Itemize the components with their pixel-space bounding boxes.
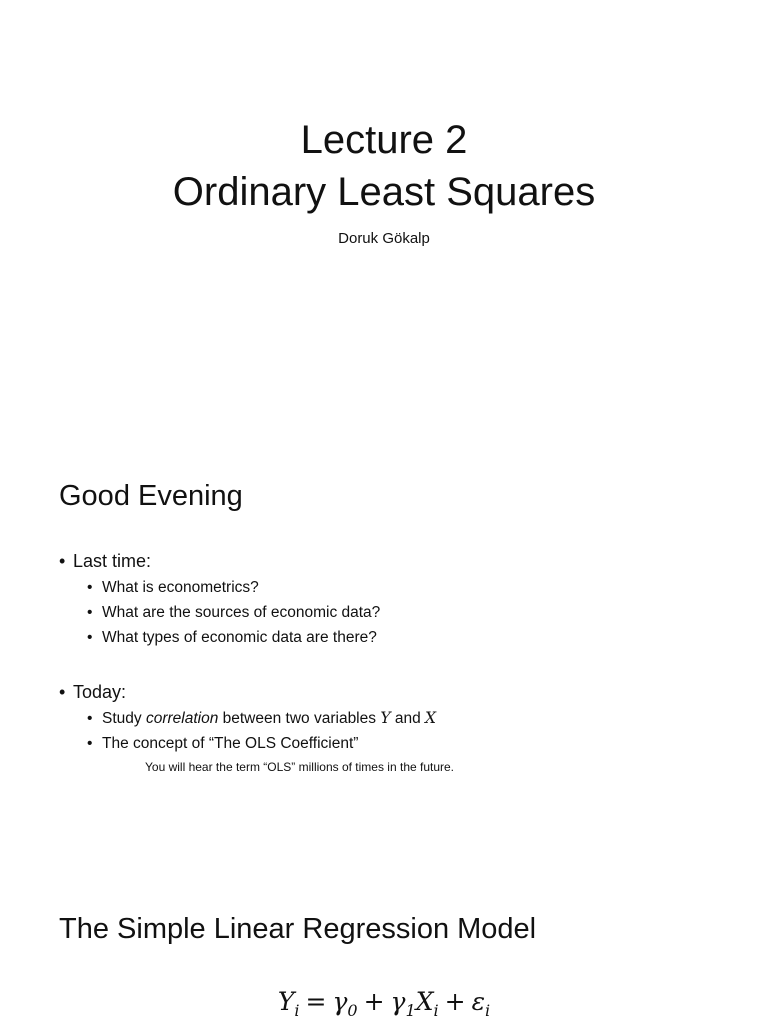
item-conjunction: and [390,710,426,727]
title-block [0,114,768,218]
list-item: • What are the sources of economic data? [87,600,380,625]
last-time-sub-list [73,575,380,650]
list-item: • What is econometrics? [87,575,380,600]
regression-equation [0,982,768,1022]
today-bullet [59,680,436,756]
author-name: Doruk Gökalp [338,230,430,247]
last-time-bullet [59,549,380,650]
last-time-label: Last time: [73,551,152,571]
eq-intercept-subscript: 0 [347,1001,358,1020]
slide-heading: Good Evening [59,480,243,512]
lecture-topic-title: Ordinary Least Squares [172,170,596,214]
item-prefix: Study [102,710,146,727]
list-item: • The concept of “The OLS Coefficient” [87,731,436,756]
eq-slope: γ [390,987,406,1016]
variable-y: Y [380,709,391,727]
slide-heading: The Simple Linear Regression Model [59,913,537,945]
last-time-list [59,549,380,650]
eq-regressor: X [415,987,434,1016]
eq-plus: + [444,987,466,1016]
eq-equals: = [305,987,327,1016]
eq-slope-subscript: 1 [405,1001,416,1020]
agenda-slide [0,432,768,864]
ols-note: You will hear the term “OLS” millions of times in the future. [145,760,455,774]
eq-regressor-subscript: i [433,1001,439,1020]
today-sub-list [73,706,436,756]
item-middle: between two variables [218,710,381,727]
eq-lhs: Y [277,987,295,1016]
eq-plus: + [363,987,385,1016]
eq-lhs-subscript: i [294,1001,300,1020]
regression-model-slide [0,864,768,1024]
list-item [87,706,436,731]
today-label: Today: [73,682,127,702]
emphasis-correlation: correlation [145,710,219,727]
eq-intercept: γ [332,987,348,1016]
eq-error-subscript: i [485,1001,491,1020]
title-slide [0,0,768,432]
today-list [59,680,436,756]
eq-error: ε [471,987,485,1016]
list-item: • What types of economic data are there? [87,625,380,650]
lecture-number-title: Lecture 2 [300,118,468,162]
variable-x: X [425,709,437,727]
